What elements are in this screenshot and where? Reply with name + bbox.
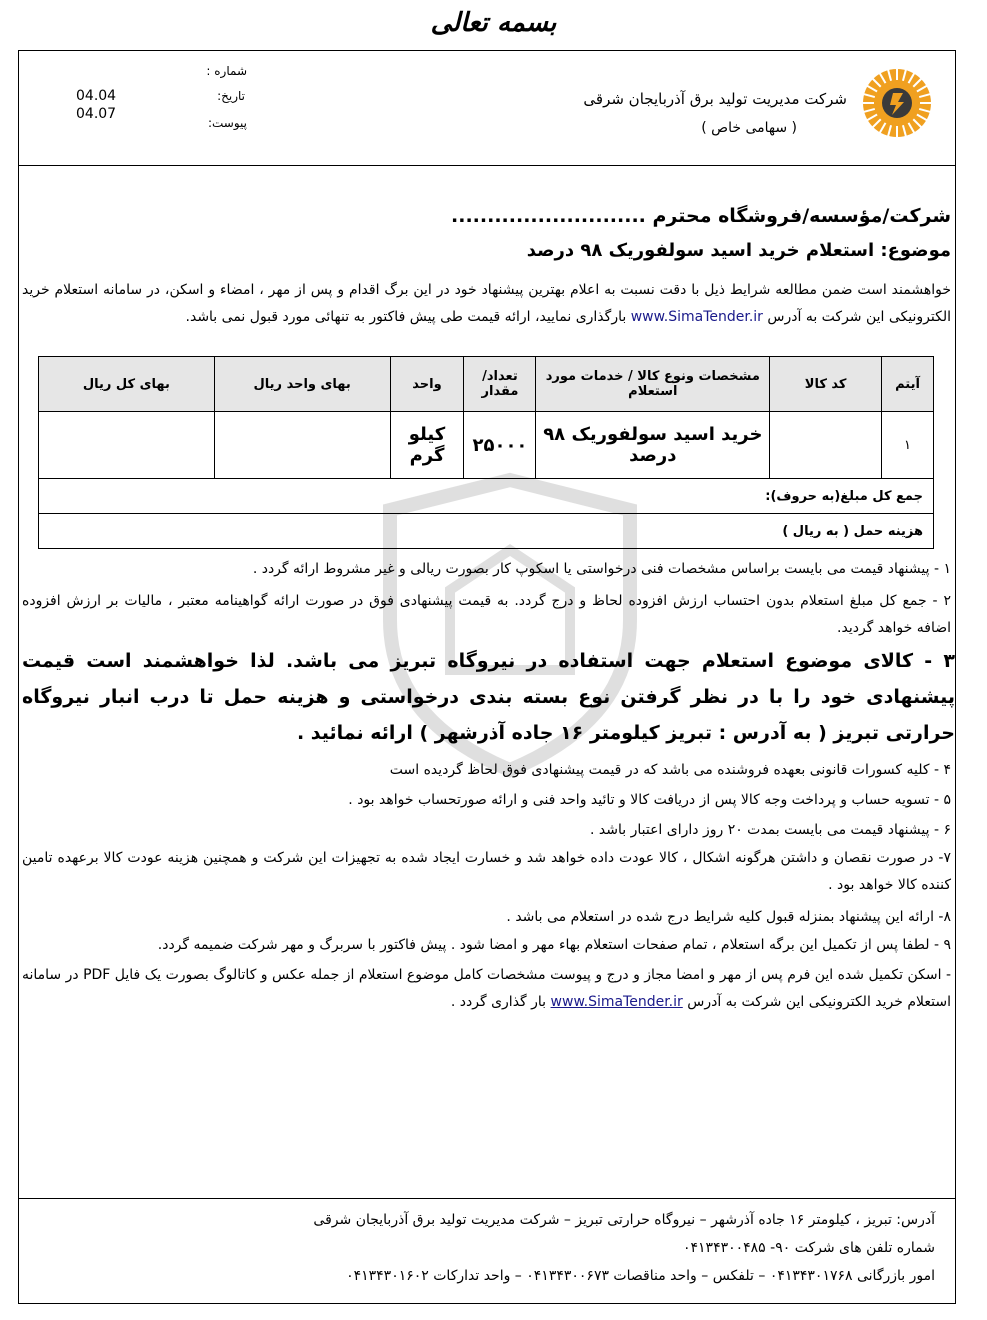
term-9: ۹ - لطفا پس از تکمیل این برگه استعلام ، تمام صفحات استعلام بهاء مهر و امضا شود . پیش فاکتور با سربرگ و مهر شرکت ضمیمه گردد. <box>157 937 951 953</box>
table-row <box>39 412 934 479</box>
header-unit-price: بهای واحد ریال <box>214 357 390 412</box>
header-item: آیتم <box>882 357 934 412</box>
term-2: ۲ - جمع کل مبلغ استعلام بدون احتساب ارزش افزوده لحاظ و درج گردد. به قیمت پیشنهادی فوق در صورت ارائه گواهینامه معتبر ، مالیات بر ارزش افزوده اضافه خواهد گردید. <box>22 593 951 636</box>
term-1: ۱ - پیشنهاد قیمت می بایست براساس مشخصات فنی درخواستی یا اسکوپ کار بصورت ریالی و غیر مشروط ارائه گردد . <box>252 561 951 577</box>
term-5: ۵ - تسویه حساب و پرداخت وجه کالا پس از دریافت کالا و تائید واحد فنی و ارائه صورتحساب خواهد بود . <box>348 792 951 808</box>
term-7: ۷- در صورت نقصان و داشتن هرگونه اشکال ، کالا عودت داده خواهد شد و خسارت ایجاد شده به تجهیزات این شرکت و همچنین هزینه عودت کالا برعهده تامین کننده کالا خواهد بود . <box>22 850 951 893</box>
term-10 <box>22 962 951 1016</box>
cell-total-price[interactable] <box>39 412 215 479</box>
intro-text-1: خواهشمند است ضمن مطالعه شرایط ذیل با دقت نسبت به اعلام بهترین پیشنهاد خود در این برگ اقدام و پس از مهر ، امضاء و اسکن، در سامانه استعلام خرید الکترونیکی این شرکت به آدرس <box>22 282 951 325</box>
subject-line: موضوع: استعلام خرید اسید سولفوریک ۹۸ درصد <box>526 240 951 261</box>
table-header-row <box>39 357 934 412</box>
header-total-price: بهای کل ریال <box>39 357 215 412</box>
bismillah-heading: بسمه تعالی <box>430 8 557 38</box>
date-label: تاریخ: <box>217 89 245 103</box>
recipient-line: شرکت/مؤسسه/فروشگاه محترم ........................... <box>451 205 951 227</box>
company-type: ( سهامی خاص ) <box>701 120 797 136</box>
header-unit: واحد <box>390 357 464 412</box>
term-6: ۶ - پیشنهاد قیمت می بایست بمدت ۲۰ روز دارای اعتبار باشد . <box>590 822 951 838</box>
term-3: ۳ - کالای موضوع استعلام جهت استفاده در نیروگاه تبریز می باشد. لذا خواهشمند است قیمت پیشنهادی خود را با در نظر گرفتن نوع بسته بندی درخواستی و هزینه حمل تا درب انبار نیروگاه حرارتی تبریز ( به آدرس : تبریز کیلومتر ۱۶ جاده آذرشهر ) ارائه نمائید . <box>22 650 955 744</box>
cell-qty: ۲۵۰۰۰ <box>464 412 536 479</box>
footer-divider <box>18 1198 956 1199</box>
header-qty: تعداد/ مقدار <box>464 357 536 412</box>
footer-departments: امور بازرگانی ۰۴۱۳۴۳۰۱۷۶۸ – تلفکس – واحد مناقصات ۰۴۱۳۴۳۰۰۶۷۳ – واحد تدارکات ۰۴۱۳۴۳۰۱۶۰۲ <box>346 1268 935 1284</box>
date-value-2: 04.07 <box>76 106 117 122</box>
header-code: کد کالا <box>770 357 882 412</box>
header-divider <box>18 165 956 166</box>
shipping-cell[interactable]: هزینه حمل ( به ریال ) <box>39 514 934 549</box>
term-10-text-1: - اسکن تکمیل شده این فرم پس از مهر و امضا مجاز و درج و پیوست مشخصات کامل موضوع استعلام از جمله عکس و کاتالوگ بصورت یک فایل PDF در سامانه استعلام خرید الکترونیکی این شرکت به آدرس <box>22 967 951 1010</box>
cell-code[interactable] <box>770 412 882 479</box>
cell-unit-price[interactable] <box>214 412 390 479</box>
date-value-1: 04.04 <box>76 88 117 104</box>
header-spec: مشخصات ونوع کالا / خدمات مورد استعلام <box>536 357 770 412</box>
cell-spec: خرید اسید سولفوریک ۹۸ درصد <box>536 412 770 479</box>
total-words-cell[interactable]: جمع کل مبلغ(به حروف): <box>39 479 934 514</box>
intro-paragraph <box>22 277 951 331</box>
simatender-link[interactable]: www.SimaTender.ir <box>630 309 763 325</box>
cell-unit: کیلو گرم <box>390 412 464 479</box>
attachment-label: پیوست: <box>207 116 247 130</box>
company-logo-icon <box>860 66 934 140</box>
term-4: ۴ - کلیه کسورات قانونی بعهده فروشنده می باشد که در قیمت پیشنهادی فوق لحاظ گردیده است <box>389 762 951 778</box>
company-name: شرکت مدیریت تولید برق آذربایجان شرقی <box>583 90 847 108</box>
term-10-text-2: بار گذاری گردد . <box>450 994 547 1010</box>
footer-phones: شماره تلفن های شرکت ۹۰- ۰۴۱۳۴۳۰۰۴۸۵ <box>682 1240 935 1256</box>
simatender-link-2[interactable]: www.SimaTender.ir <box>550 994 683 1010</box>
intro-text-2: بارگذاری نمایید، ارائه قیمت طی پیش فاکتور به تنهائی مورد قبول نمی باشد. <box>185 309 627 325</box>
items-table <box>38 356 934 549</box>
shipping-row <box>39 514 934 549</box>
footer-address: آدرس: تبریز ، کیلومتر ۱۶ جاده آذرشهر – نیروگاه حرارتی تبریز – شرکت مدیریت تولید برق آذربایجان شرقی <box>313 1212 935 1228</box>
total-words-row <box>39 479 934 514</box>
cell-item: ۱ <box>882 412 934 479</box>
term-8: ۸- ارائه این پیشنهاد بمنزله قبول کلیه شرایط درج شده در استعلام می باشد . <box>506 909 951 925</box>
number-label: شماره : <box>206 64 247 78</box>
